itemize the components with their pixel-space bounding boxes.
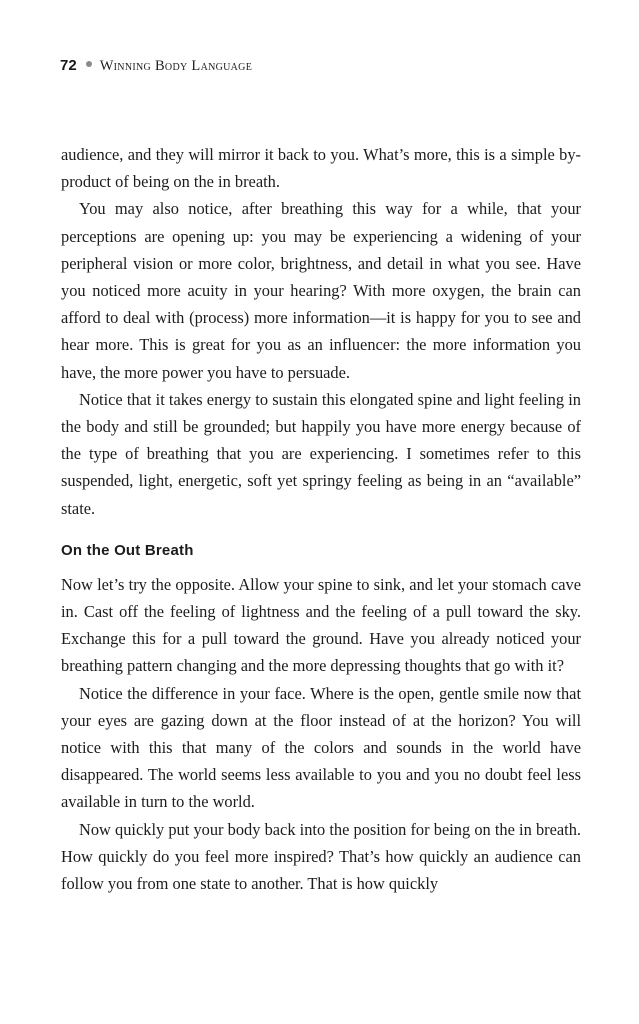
bullet-separator-icon bbox=[86, 61, 92, 67]
paragraph: Now quickly put your body back into the position for being on the in breath. How quickly do you feel more inspired? That’s how quickly an audience can follow you from one state to another. That is how quickly bbox=[61, 819, 581, 894]
section-heading: On the Out Breath bbox=[61, 541, 194, 559]
paragraph: Now let’s try the opposite. Allow your spine to sink, and let your stomach cave in. Cast off the feeling of lightness and the feeling of a pull toward the sky. Exchange this for a pull toward the ground. Have you already noticed your breathing pattern changing and the more depressing thoughts that go with it? bbox=[61, 574, 581, 676]
running-head bbox=[60, 57, 252, 75]
body-text bbox=[61, 141, 581, 897]
page-number: 72 bbox=[60, 57, 77, 74]
paragraph: audience, and they will mirror it back to you. What’s more, this is a simple by-product of being on the in breath. bbox=[61, 145, 581, 192]
paragraph: Notice the difference in your face. Where is the open, gentle smile now that your eyes are gazing down at the floor instead of at the horizon? You will notice with this that many of the colors and sounds in the world have disappeared. The world seems less available to you and you no doubt feel less available in turn to the world. bbox=[61, 683, 581, 812]
paragraph: Notice that it takes energy to sustain this elongated spine and light feeling in the body and still be grounded; but happily you have more energy because of the type of breathing that you are experiencing. I sometimes refer to this suspended, light, energetic, soft yet springy feeling as being in an “available” state. bbox=[61, 389, 581, 518]
paragraph: You may also notice, after breathing this way for a while, that your perceptions are opening up: you may be experiencing a widening of your peripheral vision or more color, brightness, and detail in what you see. Have you noticed more acuity in your hearing? With more oxygen, the brain can afford to deal with (process) more information—it is happy for you to see and hear more. This is great for you as an influencer: the more information you have, the more power you have to persuade. bbox=[61, 199, 581, 382]
book-title: Winning Body Language bbox=[99, 58, 253, 74]
